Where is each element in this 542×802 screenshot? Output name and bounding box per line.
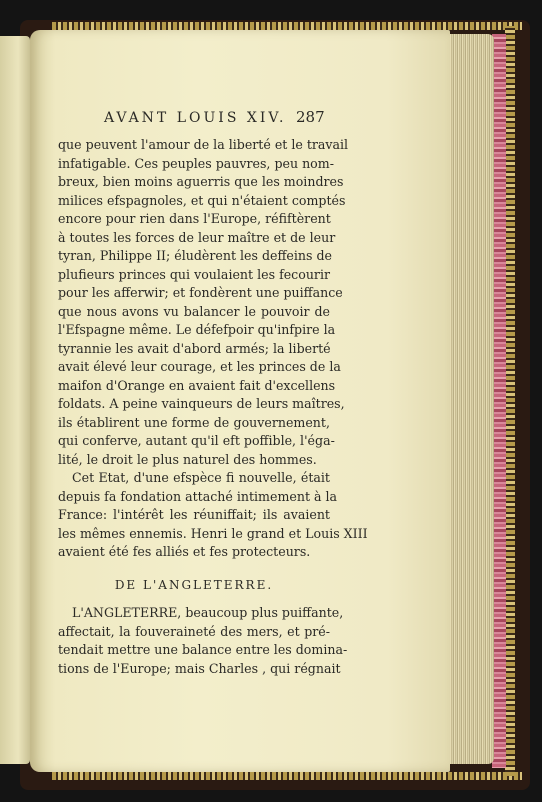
text-line: tendait mettre une balance entre les domina- [58, 642, 348, 657]
text-line: breux, bien moins aguerris que les moindres [58, 174, 344, 189]
text-line: à toutes les forces de leur maître et de leur [58, 229, 336, 245]
page-number: 287 [296, 108, 325, 126]
text-line: tyran, Philippe II; éludèrent les deffeins de [58, 248, 333, 263]
text-line: que peuvent l'amour de la liberté et le travail [58, 137, 349, 152]
text-line: depuis fa fondation attaché intimement à la [58, 488, 338, 504]
page-body-text [58, 136, 368, 678]
running-head: AVANT LOUIS XIV. [104, 110, 287, 126]
text-line: L'ANGLETERRE, beaucoup plus puiffante, [72, 605, 344, 620]
previous-page-leaf [0, 36, 30, 764]
text-line: tyrannie les avait d'abord armés; la liberté [58, 340, 331, 356]
text-line: maifon d'Orange en avaient fait d'excellens [58, 377, 336, 393]
text-line: affectait, la fouveraineté des mers, et pré- [58, 623, 330, 639]
text-line: les mêmes ennemis. Henri le grand et Louis XIII [58, 525, 368, 541]
gilt-border-right [505, 26, 515, 776]
text-line: pour les afferwir; et fondèrent une puiffance [58, 285, 343, 300]
gilt-border-top [52, 22, 522, 30]
text-line: qui conferve, autant qu'il eft poffible, l'éga- [58, 433, 335, 448]
page-block-edges [448, 34, 494, 764]
text-line: milices efspagnoles, et qui n'étaient comptés [58, 192, 346, 208]
text-line: avait élevé leur courage, et les princes de la [58, 359, 341, 374]
text-line: ils établirent une forme de gouvernement, [58, 414, 330, 430]
text-line: foldats. A peine vainqueurs de leurs maîtres, [58, 396, 345, 411]
section-heading: DE L'ANGLETERRE. [114, 577, 274, 592]
text-line: plufieurs princes qui voulaient les fecourir [58, 266, 330, 282]
text-line: Cet Etat, d'une efspèce fi nouvelle, était [72, 470, 330, 485]
text-line: France: l'intérêt les réuniffait; ils avaient [58, 507, 330, 522]
gilt-border-bottom [52, 772, 522, 780]
text-line: encore pour rien dans l'Europe, réfiftèrent [58, 211, 331, 226]
marbled-edge [492, 34, 506, 768]
text-line: tions de l'Europe; mais Charles , qui régnait [58, 660, 341, 676]
text-line: lité, le droit le plus naturel des hommes. [58, 451, 317, 467]
text-line: avaient été fes alliés et fes protecteurs. [58, 544, 311, 559]
text-line: infatigable. Ces peuples pauvres, peu nom- [58, 155, 334, 171]
text-line: l'Efspagne même. Le défefpoir qu'infpire la [58, 322, 336, 337]
text-line: que nous avons vu balancer le pouvoir de [58, 303, 330, 319]
